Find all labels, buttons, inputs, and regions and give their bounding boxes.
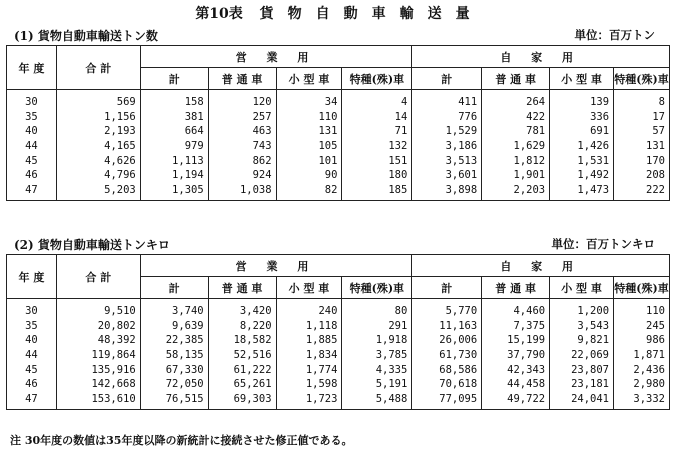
value-cell: 23,181: [550, 377, 614, 392]
value-cell: 9,639: [140, 319, 208, 334]
value-cell: 101: [276, 153, 342, 168]
value-cell: 1,723: [276, 392, 342, 410]
table-title: [0, 3, 679, 23]
value-cell: 1,812: [482, 153, 550, 168]
value-cell: 257: [208, 110, 276, 125]
header-year: 年 度: [7, 255, 57, 299]
value-cell: 2,436: [614, 362, 670, 377]
value-cell: 1,885: [276, 333, 342, 348]
table-row: [7, 153, 670, 168]
table-caption: 貨物自動車輸送量: [259, 6, 484, 22]
value-cell: 4,165: [56, 139, 140, 154]
footnote: 注 30年度の数値は35年度以降の新統計に接続させた修正値である。: [10, 434, 353, 447]
value-cell: 1,038: [208, 183, 276, 201]
value-cell: 131: [614, 139, 670, 154]
value-cell: 80: [342, 299, 412, 319]
section1-title: (1) 貨物自動車輸送トン数: [14, 29, 158, 43]
value-cell: 5,770: [412, 299, 482, 319]
year-cell: 45: [7, 362, 57, 377]
value-cell: 9,821: [550, 333, 614, 348]
value-cell: 37,790: [482, 348, 550, 363]
value-cell: 185: [342, 183, 412, 201]
header-sub: 小 型 車: [550, 68, 614, 90]
value-cell: 1,194: [140, 168, 208, 183]
value-cell: 34: [276, 90, 342, 110]
year-cell: 35: [7, 110, 57, 125]
header-business: 営 業 用: [140, 255, 412, 277]
value-cell: 1,305: [140, 183, 208, 201]
value-cell: 71: [342, 124, 412, 139]
header-private: 自 家 用: [412, 46, 670, 68]
table-row: [7, 299, 670, 319]
value-cell: 142,668: [56, 377, 140, 392]
value-cell: 7,375: [482, 319, 550, 334]
value-cell: 5,191: [342, 377, 412, 392]
value-cell: 411: [412, 90, 482, 110]
value-cell: 120: [208, 90, 276, 110]
section2-title: (2) 貨物自動車輸送トンキロ: [14, 238, 170, 252]
value-cell: 139: [550, 90, 614, 110]
value-cell: 68,586: [412, 362, 482, 377]
table-row: [7, 90, 670, 110]
header-sub: 小 型 車: [276, 277, 342, 299]
value-cell: 1,629: [482, 139, 550, 154]
value-cell: 4,335: [342, 362, 412, 377]
header-business: 営 業 用: [140, 46, 412, 68]
value-cell: 17: [614, 110, 670, 125]
header-sub: 普 通 車: [208, 277, 276, 299]
year-cell: 46: [7, 168, 57, 183]
value-cell: 1,531: [550, 153, 614, 168]
year-cell: 40: [7, 333, 57, 348]
value-cell: 65,261: [208, 377, 276, 392]
value-cell: 14: [342, 110, 412, 125]
value-cell: 422: [482, 110, 550, 125]
value-cell: 15,199: [482, 333, 550, 348]
value-cell: 264: [482, 90, 550, 110]
value-cell: 1,834: [276, 348, 342, 363]
value-cell: 110: [276, 110, 342, 125]
value-cell: 3,420: [208, 299, 276, 319]
value-cell: 52,516: [208, 348, 276, 363]
value-cell: 110: [614, 299, 670, 319]
section1-unit: 単位：百万トン: [574, 28, 655, 42]
header-sub: 普 通 車: [208, 68, 276, 90]
value-cell: 77,095: [412, 392, 482, 410]
value-cell: 180: [342, 168, 412, 183]
table-row: [7, 168, 670, 183]
table-number: 第10表: [195, 6, 243, 22]
value-cell: 105: [276, 139, 342, 154]
value-cell: 3,601: [412, 168, 482, 183]
value-cell: 153,610: [56, 392, 140, 410]
value-cell: 4,626: [56, 153, 140, 168]
value-cell: 2,980: [614, 377, 670, 392]
value-cell: 11,163: [412, 319, 482, 334]
header-sub: 普 通 車: [482, 68, 550, 90]
value-cell: 979: [140, 139, 208, 154]
value-cell: 222: [614, 183, 670, 201]
value-cell: 131: [276, 124, 342, 139]
header-sub: 小 型 車: [550, 277, 614, 299]
year-cell: 44: [7, 348, 57, 363]
value-cell: 776: [412, 110, 482, 125]
value-cell: 61,222: [208, 362, 276, 377]
value-cell: 1,529: [412, 124, 482, 139]
value-cell: 664: [140, 124, 208, 139]
header-sub: 計: [412, 277, 482, 299]
value-cell: 8: [614, 90, 670, 110]
table-row: [7, 183, 670, 201]
value-cell: 463: [208, 124, 276, 139]
value-cell: 245: [614, 319, 670, 334]
table-row: [7, 139, 670, 154]
value-cell: 1,901: [482, 168, 550, 183]
value-cell: 5,203: [56, 183, 140, 201]
value-cell: 42,343: [482, 362, 550, 377]
header-private: 自 家 用: [412, 255, 670, 277]
header-sub: 特種(殊)車: [342, 68, 412, 90]
value-cell: 20,802: [56, 319, 140, 334]
value-cell: 1,774: [276, 362, 342, 377]
value-cell: 72,050: [140, 377, 208, 392]
year-cell: 45: [7, 153, 57, 168]
year-cell: 30: [7, 90, 57, 110]
value-cell: 132: [342, 139, 412, 154]
value-cell: 8,220: [208, 319, 276, 334]
value-cell: 3,513: [412, 153, 482, 168]
value-cell: 26,006: [412, 333, 482, 348]
table-row: [7, 362, 670, 377]
year-cell: 30: [7, 299, 57, 319]
year-cell: 44: [7, 139, 57, 154]
value-cell: 4,796: [56, 168, 140, 183]
value-cell: 1,200: [550, 299, 614, 319]
value-cell: 61,730: [412, 348, 482, 363]
value-cell: 781: [482, 124, 550, 139]
table-row: [7, 124, 670, 139]
value-cell: 3,740: [140, 299, 208, 319]
value-cell: 49,722: [482, 392, 550, 410]
value-cell: 862: [208, 153, 276, 168]
value-cell: 1,492: [550, 168, 614, 183]
header-total: 合 計: [56, 46, 140, 90]
header-year: 年 度: [7, 46, 57, 90]
value-cell: 1,918: [342, 333, 412, 348]
value-cell: 69,303: [208, 392, 276, 410]
value-cell: 58,135: [140, 348, 208, 363]
header-sub: 計: [140, 68, 208, 90]
year-cell: 47: [7, 183, 57, 201]
year-cell: 40: [7, 124, 57, 139]
value-cell: 3,186: [412, 139, 482, 154]
value-cell: 48,392: [56, 333, 140, 348]
header-sub: 普 通 車: [482, 277, 550, 299]
table-row: [7, 392, 670, 410]
header-sub: 計: [412, 68, 482, 90]
value-cell: 23,807: [550, 362, 614, 377]
value-cell: 4,460: [482, 299, 550, 319]
value-cell: 2,203: [482, 183, 550, 201]
value-cell: 924: [208, 168, 276, 183]
value-cell: 158: [140, 90, 208, 110]
table-row: [7, 377, 670, 392]
value-cell: 18,582: [208, 333, 276, 348]
value-cell: 82: [276, 183, 342, 201]
value-cell: 381: [140, 110, 208, 125]
value-cell: 336: [550, 110, 614, 125]
value-cell: 3,332: [614, 392, 670, 410]
value-cell: 691: [550, 124, 614, 139]
value-cell: 24,041: [550, 392, 614, 410]
year-cell: 46: [7, 377, 57, 392]
section2-unit: 単位：百万トンキロ: [551, 237, 655, 251]
value-cell: 1,113: [140, 153, 208, 168]
value-cell: 119,864: [56, 348, 140, 363]
value-cell: 90: [276, 168, 342, 183]
value-cell: 3,898: [412, 183, 482, 201]
value-cell: 76,515: [140, 392, 208, 410]
value-cell: 22,385: [140, 333, 208, 348]
value-cell: 170: [614, 153, 670, 168]
value-cell: 22,069: [550, 348, 614, 363]
value-cell: 135,916: [56, 362, 140, 377]
value-cell: 1,156: [56, 110, 140, 125]
header-sub: 計: [140, 277, 208, 299]
table-row: [7, 319, 670, 334]
tonnage-table: [6, 45, 670, 201]
value-cell: 569: [56, 90, 140, 110]
value-cell: 3,785: [342, 348, 412, 363]
year-cell: 35: [7, 319, 57, 334]
value-cell: 151: [342, 153, 412, 168]
value-cell: 1,118: [276, 319, 342, 334]
header-sub: 特種(殊)車: [614, 277, 670, 299]
value-cell: 44,458: [482, 377, 550, 392]
header-sub: 特種(殊)車: [342, 277, 412, 299]
header-sub: 特種(殊)車: [614, 68, 670, 90]
header-sub: 小 型 車: [276, 68, 342, 90]
value-cell: 3,543: [550, 319, 614, 334]
header-total: 合 計: [56, 255, 140, 299]
value-cell: 1,598: [276, 377, 342, 392]
value-cell: 291: [342, 319, 412, 334]
tonkilo-table: [6, 254, 670, 410]
value-cell: 208: [614, 168, 670, 183]
value-cell: 57: [614, 124, 670, 139]
year-cell: 47: [7, 392, 57, 410]
value-cell: 1,473: [550, 183, 614, 201]
value-cell: 1,871: [614, 348, 670, 363]
table-row: [7, 333, 670, 348]
value-cell: 4: [342, 90, 412, 110]
value-cell: 986: [614, 333, 670, 348]
value-cell: 1,426: [550, 139, 614, 154]
table-row: [7, 110, 670, 125]
value-cell: 67,330: [140, 362, 208, 377]
value-cell: 240: [276, 299, 342, 319]
table-row: [7, 348, 670, 363]
value-cell: 70,618: [412, 377, 482, 392]
value-cell: 2,193: [56, 124, 140, 139]
value-cell: 9,510: [56, 299, 140, 319]
value-cell: 743: [208, 139, 276, 154]
value-cell: 5,488: [342, 392, 412, 410]
